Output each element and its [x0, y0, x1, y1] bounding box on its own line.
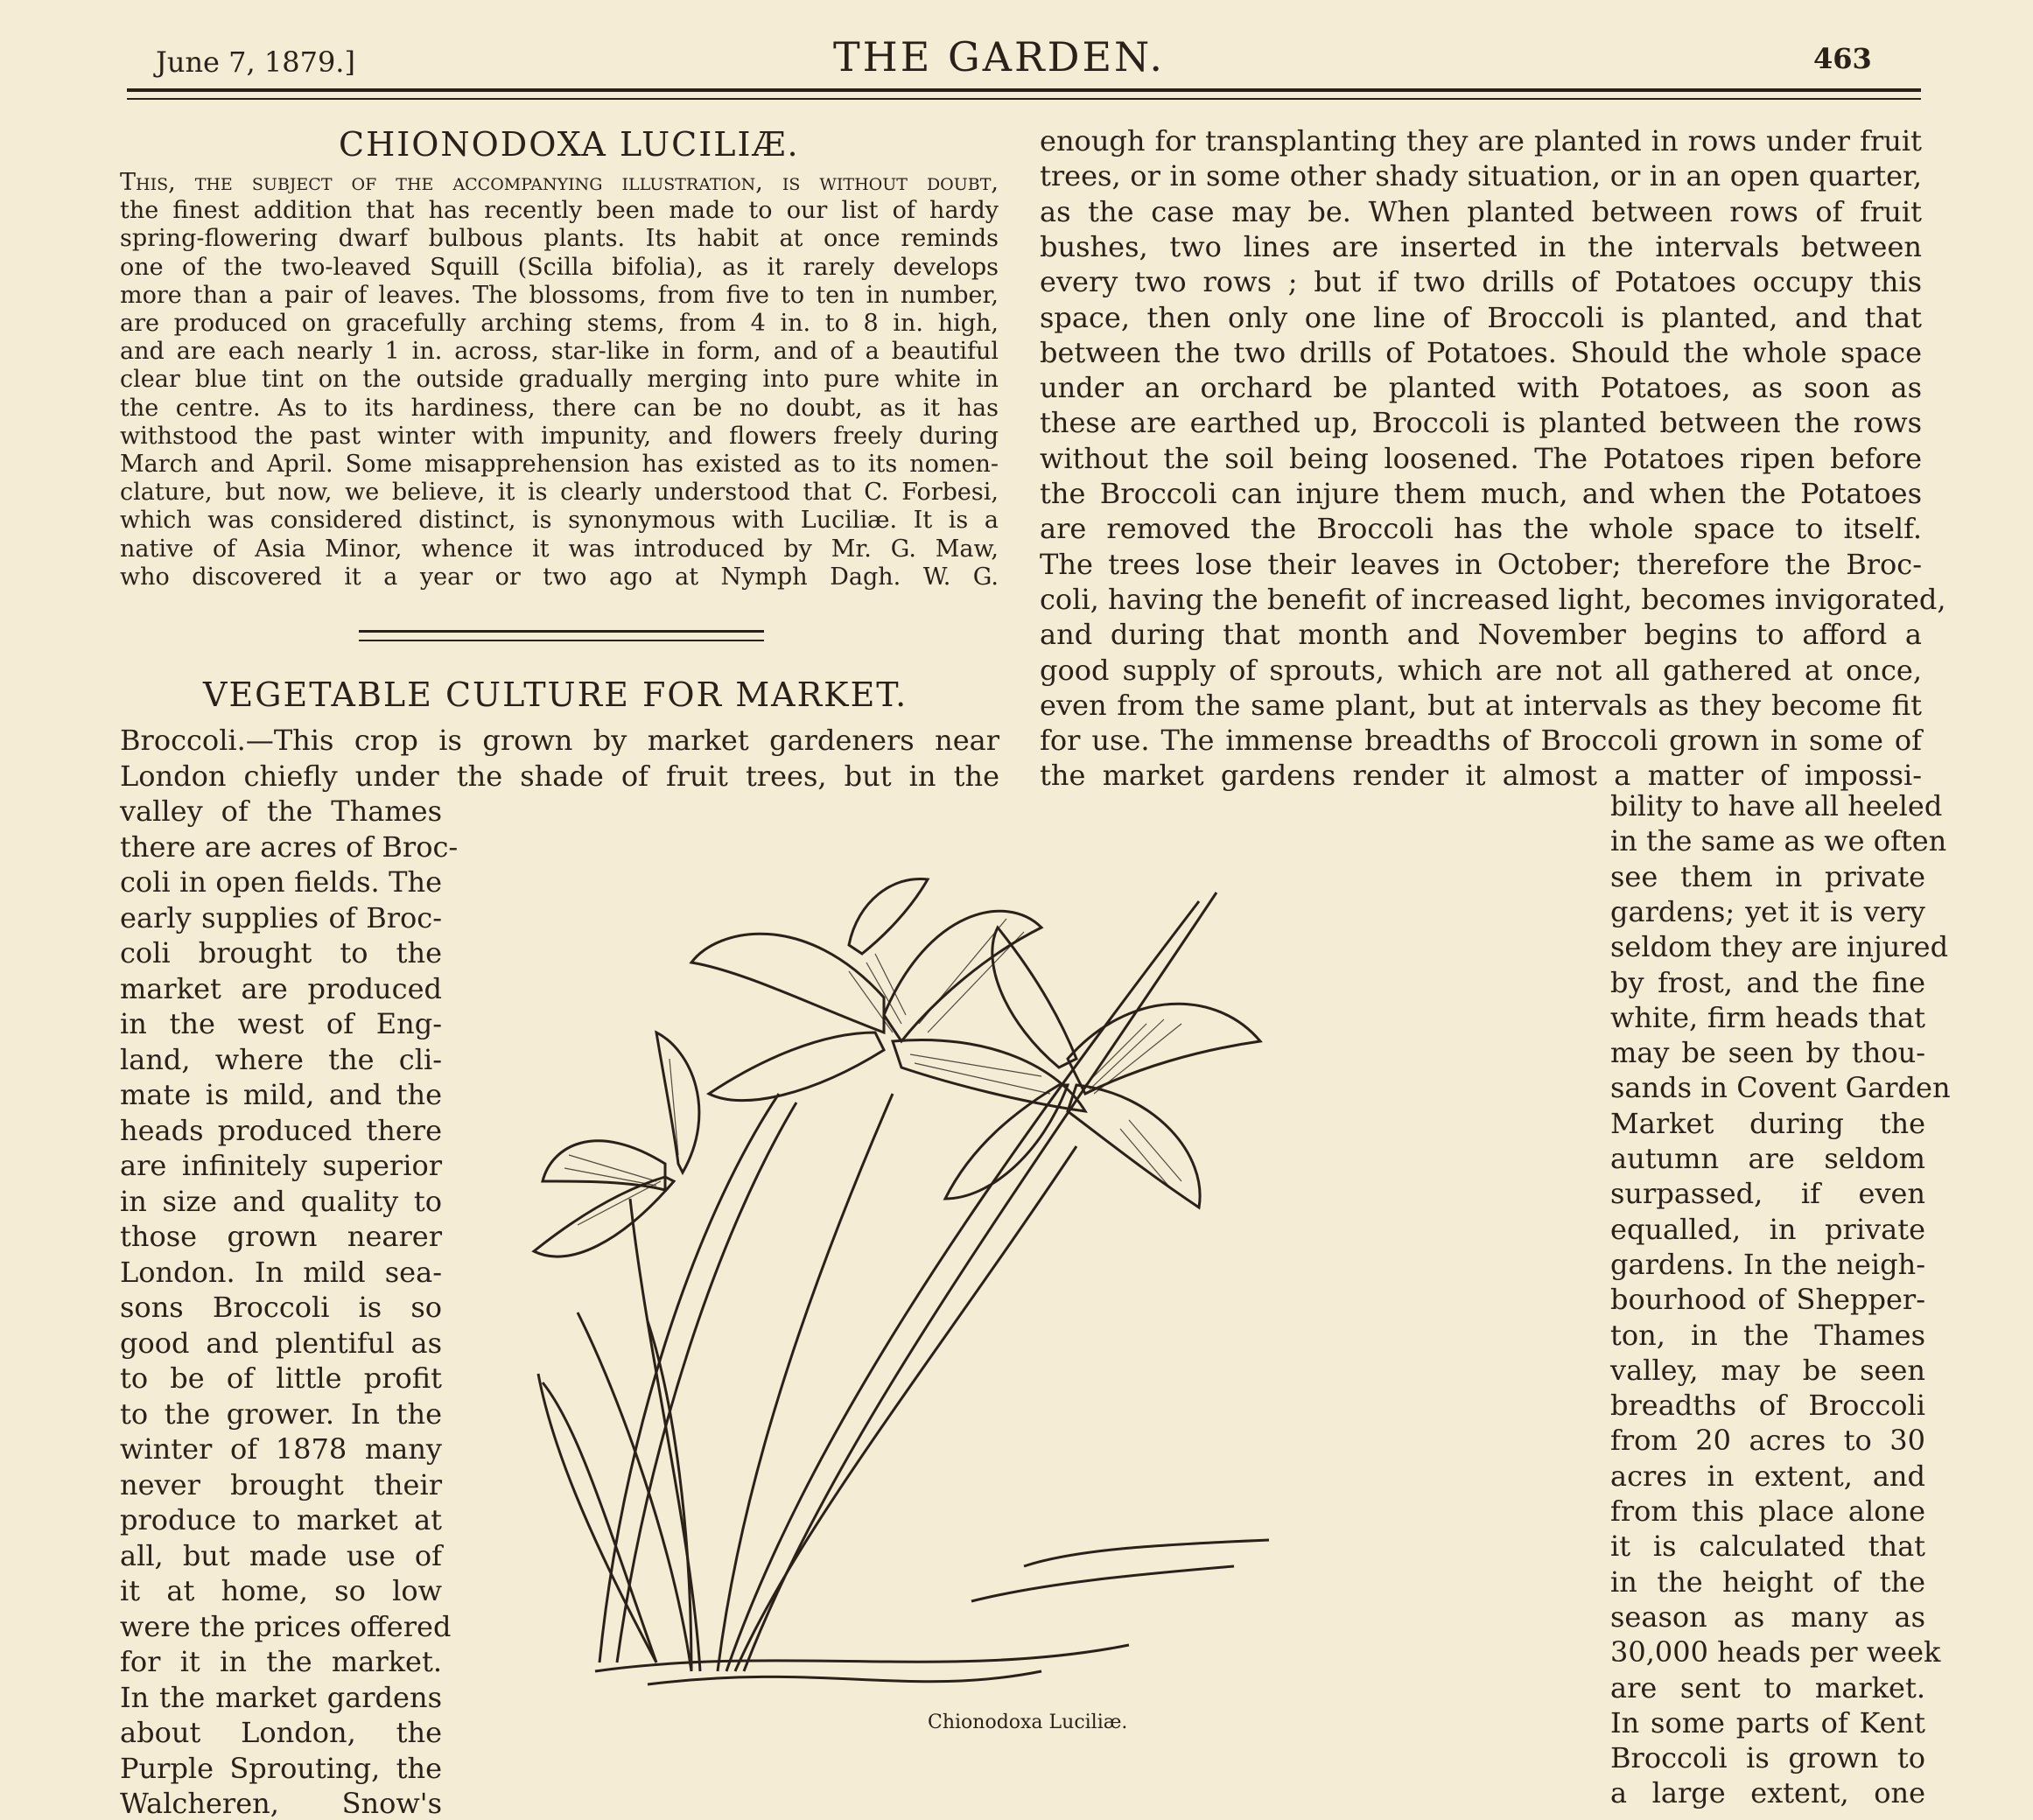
- text-line: the finest addition that has recently been made to our list of hardy: [120, 197, 999, 225]
- text-line: acres in extent, and: [1610, 1459, 1925, 1493]
- text-line: This, the subject of the accompanying illustration, is without doubt,: [120, 169, 999, 196]
- text-line: Broccoli is grown to: [1610, 1741, 1925, 1775]
- text-line: enough for transplanting they are planted in rows under fruit: [1040, 124, 1922, 158]
- text-line: Broccoli.—This crop is grown by market gardeners near: [120, 724, 999, 757]
- text-line: coli brought to the: [120, 936, 442, 970]
- text-line: are removed the Broccoli has the whole space to itself.: [1040, 512, 1922, 546]
- text-line: bourhood of Shepper-: [1610, 1283, 1925, 1317]
- text-line: between the two drills of Potatoes. Should the whole space: [1040, 335, 1922, 369]
- text-line: breadths of Broccoli: [1610, 1389, 1925, 1423]
- text-line: land, where the cli-: [120, 1042, 442, 1076]
- text-line: from 20 acres to 30: [1610, 1424, 1925, 1458]
- text-line: clature, but now, we believe, it is clearly understood that C. Forbesi,: [120, 479, 999, 507]
- text-line: a large extent, one: [1610, 1776, 1925, 1810]
- text-line: the market gardens render it almost a matter of impossi-: [1040, 759, 1922, 793]
- text-line: spring-flowering dwarf bulbous plants. Its habit at once reminds: [120, 225, 999, 253]
- text-line: Walcheren, Snow's: [120, 1787, 442, 1820]
- text-line: and are each nearly 1 in. across, star-like in form, and of a beautiful: [120, 338, 999, 366]
- text-line: withstood the past winter with impunity, and flowers freely during: [120, 422, 999, 450]
- text-line: by frost, and the fine: [1610, 965, 1925, 999]
- text-line: those grown nearer: [120, 1220, 442, 1253]
- text-line: trees, or in some other shady situation, or in an open quarter,: [1040, 159, 1922, 193]
- text-line: bility to have all heeled: [1610, 789, 1943, 822]
- text-line: without the soil being loosened. The Potatoes ripen before: [1040, 441, 1922, 475]
- text-line: bushes, two lines are inserted in the intervals between: [1040, 229, 1922, 263]
- journal-title: THE GARDEN.: [833, 33, 1165, 80]
- text-line: there are acres of Broc-: [120, 830, 459, 864]
- text-line: autumn are seldom: [1610, 1142, 1925, 1175]
- text-line: in the same as we often: [1610, 824, 1947, 858]
- text-line: it is calculated that: [1610, 1530, 1925, 1564]
- text-line: about London, the: [120, 1716, 442, 1749]
- text-line: which was considered distinct, is synonymous with Luciliæ. It is a: [120, 507, 999, 535]
- issue-date: June 7, 1879.]: [156, 46, 355, 79]
- text-line: London. In mild sea-: [120, 1255, 442, 1289]
- text-line: winter of 1878 many: [120, 1432, 442, 1466]
- text-line: equalled, in private: [1610, 1212, 1925, 1246]
- text-line: good supply of sprouts, which are not all gathered at once,: [1040, 653, 1922, 687]
- text-line: one of the two-leaved Squill (Scilla bifolia), as it rarely develops: [120, 253, 999, 281]
- text-line: for use. The immense breadths of Broccoli grown in some of: [1040, 724, 1922, 758]
- text-line: In some parts of Kent: [1610, 1705, 1925, 1740]
- text-line: The trees lose their leaves in October; therefore the Broc-: [1040, 547, 1922, 581]
- text-line: market are produced: [120, 971, 442, 1005]
- chionodoxa-illustration: [516, 831, 1523, 1750]
- text-line: it at home, so low: [120, 1574, 442, 1607]
- article-title-vegetable-culture: VEGETABLE CULTURE FOR MARKET.: [203, 676, 908, 714]
- text-line: ton, in the Thames: [1610, 1318, 1925, 1352]
- text-line: in size and quality to: [120, 1184, 442, 1218]
- text-line: In the market gardens: [120, 1680, 442, 1714]
- text-line: native of Asia Minor, whence it was introduced by Mr. G. Maw,: [120, 535, 999, 563]
- text-line: were the prices offered: [120, 1609, 452, 1643]
- text-line: in the height of the: [1610, 1564, 1925, 1599]
- text-line: and during that month and November begins to afford a: [1040, 618, 1922, 652]
- text-line: these are earthed up, Broccoli is planted between the rows: [1040, 406, 1922, 440]
- text-line: Purple Sprouting, the: [120, 1751, 442, 1785]
- text-line: all, but made use of: [120, 1538, 442, 1572]
- text-line: season as many as: [1610, 1600, 1925, 1634]
- text-line: valley, may be seen: [1610, 1353, 1925, 1387]
- text-line: even from the same plant, but at intervals as they become fit: [1040, 688, 1922, 722]
- text-line: London chiefly under the shade of fruit trees, but in the: [120, 759, 999, 793]
- article-title-chionodoxa: CHIONODOXA LUCILIÆ.: [339, 125, 800, 164]
- text-line: early supplies of Broc-: [120, 900, 442, 934]
- text-line: sons Broccoli is so: [120, 1291, 442, 1324]
- header-rule-thick: [127, 88, 1921, 92]
- text-line: the centre. As to its hardiness, there can be no doubt, as it has: [120, 394, 999, 422]
- text-line: produce to market at: [120, 1503, 442, 1536]
- text-line: coli, having the benefit of increased light, becomes invigorated,: [1040, 582, 1946, 616]
- text-line: gardens. In the neigh-: [1610, 1247, 1925, 1281]
- text-line: to be of little profit: [120, 1362, 442, 1395]
- text-line: coli in open fields. The: [120, 865, 442, 899]
- text-line: are sent to market.: [1610, 1670, 1925, 1704]
- text-line: white, firm heads that: [1610, 1000, 1925, 1034]
- text-line: gardens; yet it is very: [1610, 894, 1925, 928]
- header-rule-thin: [127, 98, 1921, 100]
- text-line: sands in Covent Garden: [1610, 1071, 1951, 1105]
- text-line: seldom they are injured: [1610, 930, 1949, 964]
- text-line: valley of the Thames: [120, 794, 442, 828]
- text-line: for it in the market.: [120, 1645, 442, 1678]
- text-line: are produced on gracefully arching stems, from 4 in. to 8 in. high,: [120, 310, 999, 337]
- text-line: the Broccoli can injure them much, and when the Potatoes: [1040, 477, 1922, 510]
- text-line: under an orchard be planted with Potatoes, as soon as: [1040, 371, 1922, 405]
- text-line: in the west of Eng-: [120, 1007, 442, 1040]
- text-line: space, then only one line of Broccoli is planted, and that: [1040, 300, 1922, 334]
- text-line: every two rows ; but if two drills of Potatoes occupy this: [1040, 265, 1922, 299]
- text-line: clear blue tint on the outside gradually merging into pure white in: [120, 366, 999, 394]
- text-line: heads produced there: [120, 1113, 442, 1147]
- illustration-caption: Chionodoxa Luciliæ.: [928, 1712, 1128, 1733]
- page-number: 463: [1813, 42, 1872, 75]
- text-line: may be seen by thou-: [1610, 1036, 1925, 1070]
- text-line: mate is mild, and the: [120, 1078, 442, 1111]
- text-line: from this place alone: [1610, 1494, 1925, 1528]
- text-line: March and April. Some misapprehension has existed as to its nomen-: [120, 451, 999, 478]
- text-line: Market during the: [1610, 1106, 1925, 1140]
- text-line: are infinitely superior: [120, 1149, 442, 1182]
- text-line: 30,000 heads per week: [1610, 1635, 1941, 1670]
- text-line: to the grower. In the: [120, 1396, 442, 1431]
- section-divider-thin: [359, 640, 764, 641]
- text-line: more than a pair of leaves. The blossoms, from five to ten in number,: [120, 281, 999, 309]
- text-line: who discovered it a year or two ago at Nymph Dagh. W. G.: [120, 563, 999, 591]
- text-line: never brought their: [120, 1467, 442, 1502]
- text-line: see them in private: [1610, 859, 1925, 893]
- text-line: surpassed, if even: [1610, 1177, 1925, 1211]
- text-line: as the case may be. When planted between rows of fruit: [1040, 194, 1922, 228]
- section-divider: [359, 630, 764, 633]
- text-line: good and plentiful as: [120, 1326, 442, 1360]
